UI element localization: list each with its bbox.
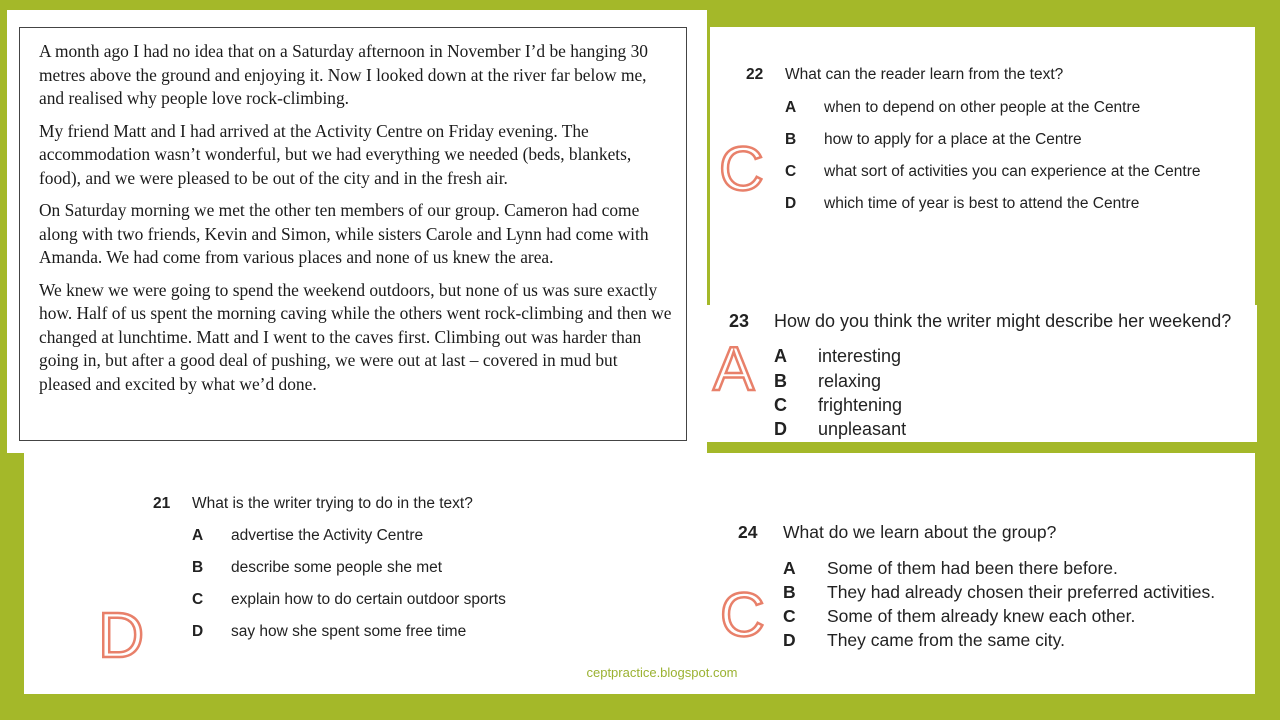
- question-number: 24: [738, 522, 758, 542]
- bottom-panel: [24, 453, 1255, 694]
- option-letter-c: C: [783, 606, 796, 626]
- credit-text: ceptpractice.blogspot.com: [586, 665, 738, 680]
- option-text-c: explain how to do certain outdoor sports: [231, 591, 506, 608]
- option-letter-b: B: [774, 371, 787, 391]
- question-22-panel: [710, 27, 1255, 305]
- option-letter-d: D: [785, 195, 797, 212]
- option-text-c: frightening: [818, 395, 903, 415]
- passage-paragraph-4: We knew we were going to spend the weekend outdoors, but none of us was sure exactly how. Half of us spent the morning caving while the others went rock-climbing and then we changed at lunchtime. Matt and I went to the caves first. Climbing out was harder than going in, but after a good deal of pushing, we were out at last – covered in mud but pleased and excited by what we’d done.: [39, 279, 672, 394]
- option-letter-a: A: [785, 99, 797, 116]
- option-letter-d: D: [774, 419, 787, 439]
- option-text-b: how to apply for a place at the Centre: [824, 131, 1082, 148]
- option-text-a: Some of them had been there before.: [827, 558, 1118, 578]
- option-text-c: Some of them already knew each other.: [827, 606, 1136, 626]
- question-number: 21: [153, 495, 171, 512]
- option-text-b: They had already chosen their preferred activities.: [827, 582, 1216, 602]
- option-text-d: They came from the same city.: [827, 630, 1065, 650]
- option-letter-b: B: [192, 559, 204, 576]
- option-text-a: advertise the Activity Centre: [231, 527, 424, 544]
- passage-paragraph-3: On Saturday morning we met the other ten members of our group. Cameron had come along with two friends, Kevin and Simon, while sisters Carole and Lynn had come with Amanda. We had come from various places and none of us knew the area.: [39, 200, 649, 267]
- option-text-c: what sort of activities you can experience at the Centre: [824, 163, 1201, 180]
- question-text: What can the reader learn from the text?: [785, 66, 1064, 83]
- option-letter-b: B: [783, 582, 796, 602]
- answer-21: D: [98, 599, 145, 671]
- option-letter-c: C: [785, 163, 797, 180]
- option-text-d: say how she spent some free time: [231, 623, 467, 640]
- option-letter-a: A: [774, 346, 787, 366]
- question-text: What do we learn about the group?: [783, 522, 1057, 542]
- option-letter-c: C: [192, 591, 204, 608]
- passage-panel: [7, 10, 707, 453]
- option-text-d: which time of year is best to attend the Centre: [824, 195, 1140, 212]
- option-text-a: interesting: [818, 346, 902, 366]
- option-letter-b: B: [785, 131, 797, 148]
- passage-box: [19, 27, 687, 441]
- question-23-panel: [705, 305, 1257, 442]
- answer-22: C: [719, 135, 764, 204]
- passage-paragraph-2: My friend Matt and I had arrived at the Activity Centre on Friday evening. The accommodation wasn’t wonderful, but we had everything we needed (beds, blankets, food), and we were pleased to be out of the city and in the fresh air.: [39, 120, 632, 188]
- option-text-d: unpleasant: [818, 419, 907, 439]
- question-text: How do you think the writer might describe her weekend?: [774, 311, 1232, 331]
- question-number: 22: [746, 66, 764, 83]
- question-number: 23: [729, 311, 750, 331]
- option-letter-d: D: [192, 623, 204, 640]
- option-letter-a: A: [783, 558, 796, 578]
- option-letter-c: C: [774, 395, 787, 415]
- question-text: What is the writer trying to do in the text?: [192, 495, 473, 512]
- option-text-b: describe some people she met: [231, 559, 443, 576]
- answer-23: A: [713, 335, 755, 404]
- option-text-a: when to depend on other people at the Centre: [824, 99, 1141, 116]
- option-text-b: relaxing: [818, 371, 882, 391]
- option-letter-d: D: [783, 630, 796, 650]
- option-letter-a: A: [192, 527, 204, 544]
- passage-paragraph-1: A month ago I had no idea that on a Saturday afternoon in November I’d be hanging 30 metres above the ground and enjoying it. Now I looked down at the river far below me, and realised why people love rock-climbing.: [39, 41, 648, 108]
- answer-24: C: [720, 581, 765, 650]
